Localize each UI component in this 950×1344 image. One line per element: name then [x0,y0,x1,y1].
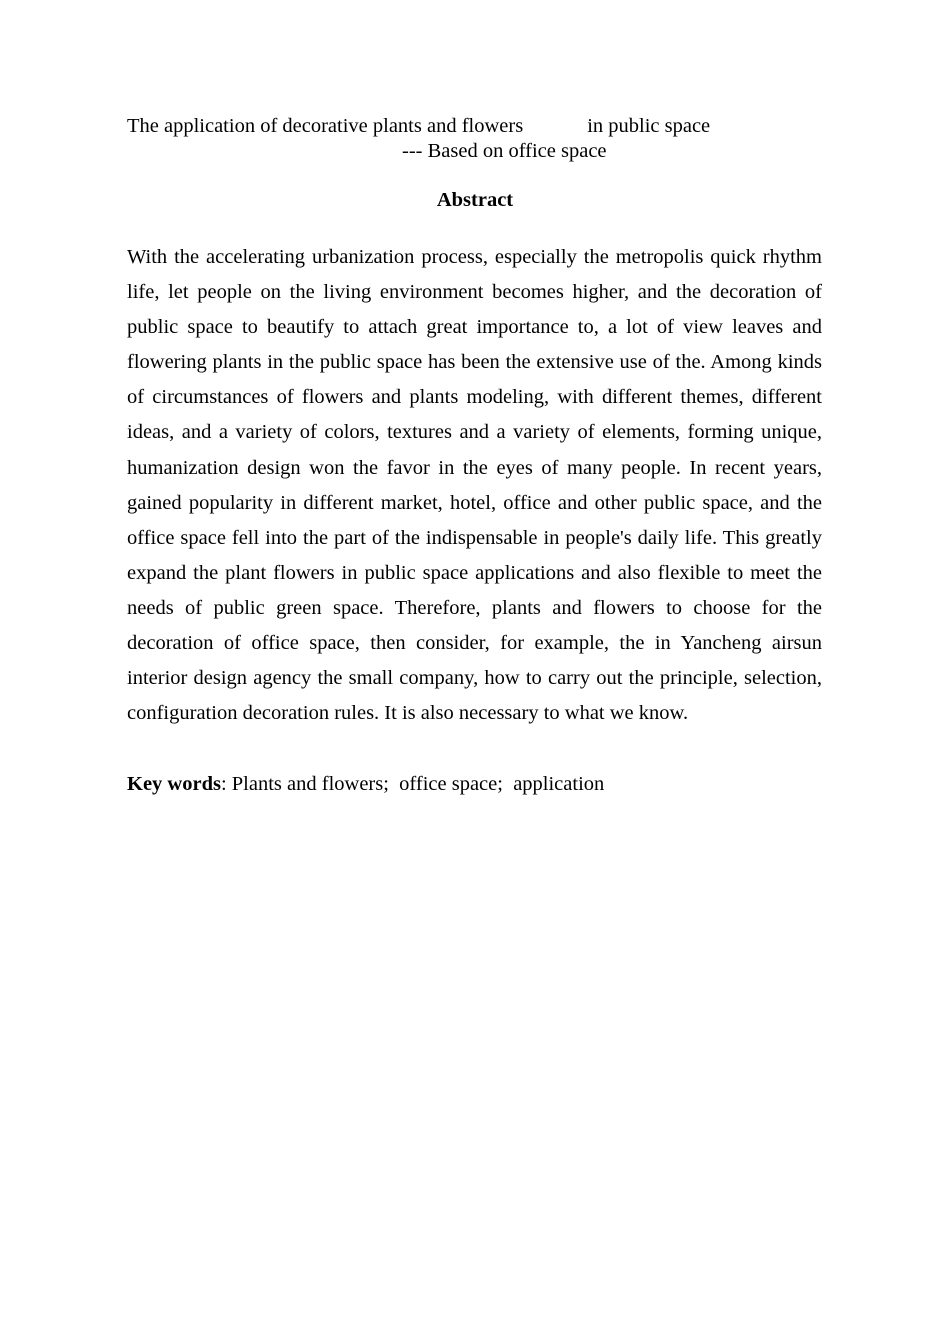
title-part-1: The application of decorative plants and flowers [127,115,524,137]
keywords-value: Plants and flowers; office space; application [226,773,605,795]
document-subtitle: --- Based on office space [402,140,607,162]
keywords-separator: : [220,773,227,795]
keywords-label: Key words [127,773,221,795]
abstract-heading: Abstract [436,189,514,211]
keywords-line [127,767,822,802]
title-part-2: in public space [587,115,711,137]
document-title [127,113,710,139]
abstract-body: With the accelerating urbanization process, especially the metropolis quick rhythm life, let people on the living environment becomes higher, and the decoration of public space to beautify to attach great importance to, a lot of view leaves and flowering plants in the public space has been the extensive use of the. Among kinds of circumstances of flowers and plants modeling, with different themes, different ideas, and a variety of colors, textures and a variety of elements, forming unique, humanization design won the favor in the eyes of many people. In recent years, gained popularity in different market, hotel, office and other public space, and the office space fell into the part of the indispensable in people's daily life. This greatly expand the plant flowers in public space applications and also flexible to meet the needs of public green space. Therefore, plants and flowers to choose for the decoration of office space, then consider, for example, the in Yancheng airsun interior design agency the small company, how to carry out the principle, selection, configuration decoration rules. It is also necessary to what we know. [127,246,822,725]
